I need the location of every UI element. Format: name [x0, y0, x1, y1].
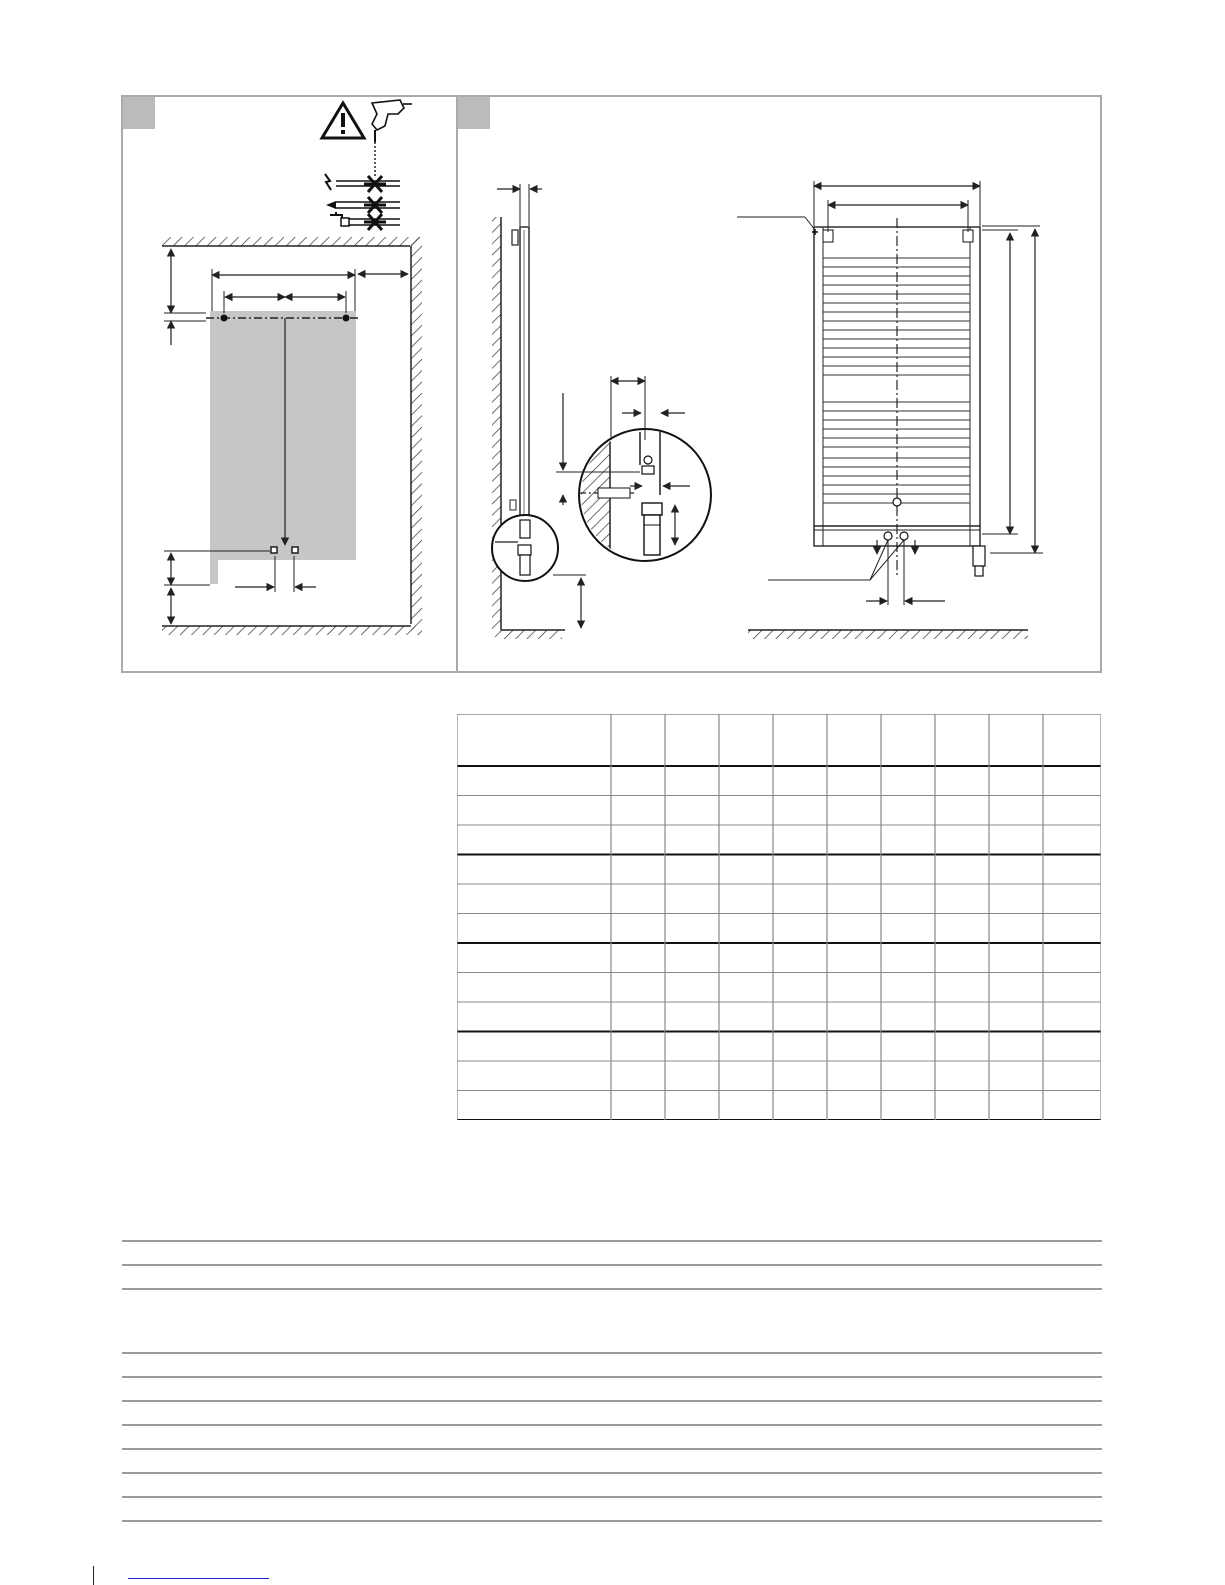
- front-view-radiator: [814, 218, 985, 576]
- side-floor-hatch: [500, 630, 562, 639]
- panel-wall-layout: [122, 96, 457, 672]
- panel-radiator-dimensions: [457, 96, 1101, 672]
- floor-hatch: [162, 626, 420, 635]
- mount-point-left: [221, 315, 228, 322]
- panel-1-tab: [123, 97, 155, 129]
- panel-2-border: [457, 96, 1101, 672]
- bottom-rule-lines: [122, 1240, 1102, 1540]
- drill-icon: [372, 100, 412, 178]
- side-wall-hatch: [492, 217, 501, 637]
- right-wall-hatch: [411, 237, 422, 633]
- installation-figures: [0, 0, 1225, 700]
- mount-point-right: [343, 315, 350, 322]
- warning-triangle-icon: [322, 103, 364, 138]
- side-view-radiator: [520, 227, 529, 519]
- connection-left: [271, 547, 277, 553]
- ceiling-hatch: [162, 237, 422, 246]
- spec-table: [457, 714, 1101, 1120]
- panel-2-tab: [458, 97, 490, 129]
- footer-margin-bar: [93, 1566, 94, 1585]
- radiator-footprint: [210, 311, 356, 584]
- footer-link-underline[interactable]: [128, 1578, 269, 1579]
- electric-cable-icon: [325, 174, 400, 192]
- water-pipe-icon: [330, 212, 400, 230]
- front-floor-hatch: [748, 630, 1028, 639]
- connection-right: [292, 547, 298, 553]
- gas-pipe-icon: [326, 197, 400, 213]
